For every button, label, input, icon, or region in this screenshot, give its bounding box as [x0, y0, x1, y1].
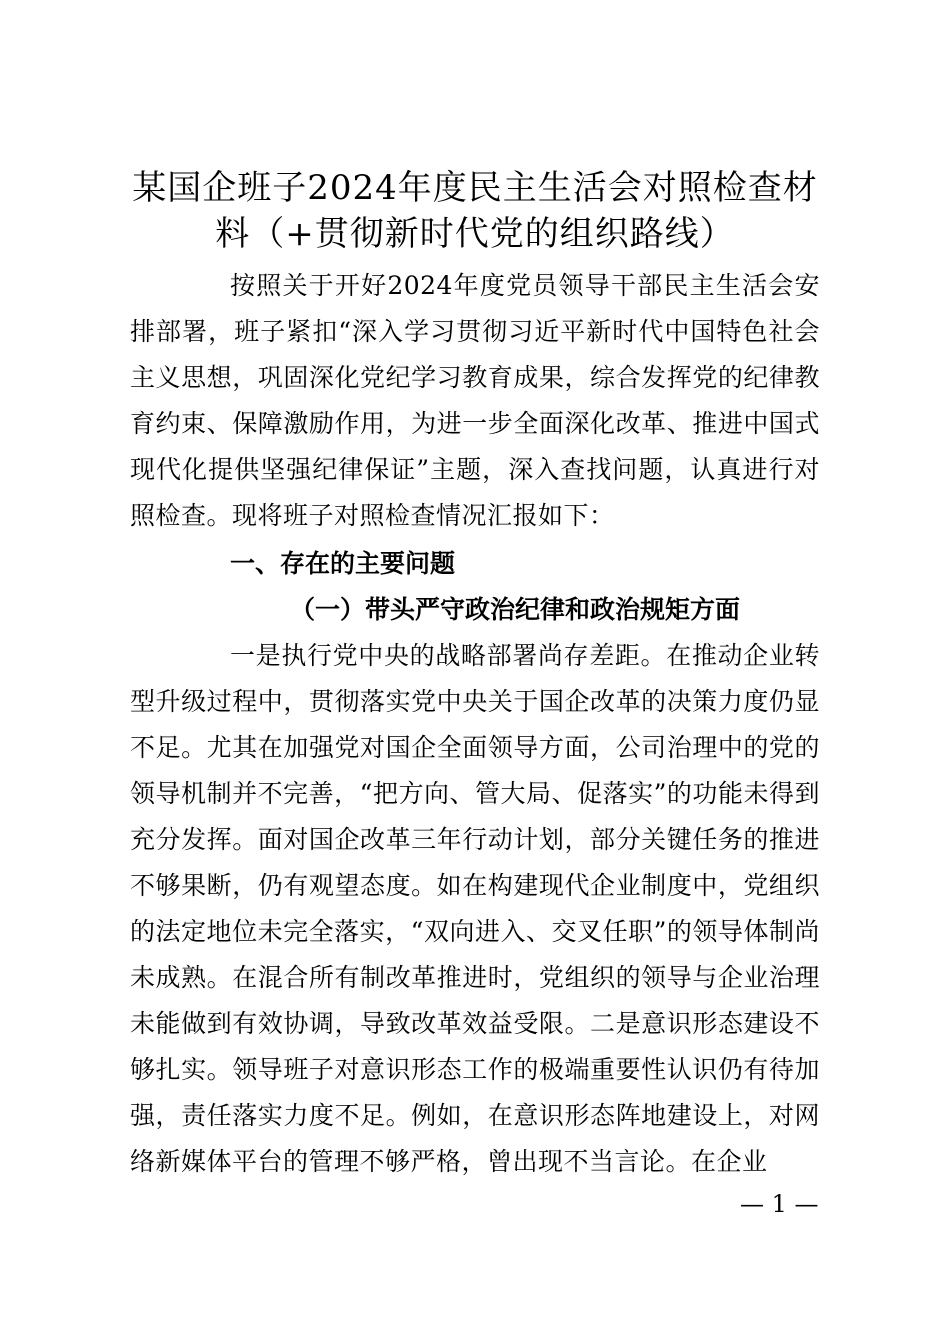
title-line-1: 某国企班子2024年度民主生活会对照检查材 [132, 168, 818, 208]
title-line-2: 料（+贯彻新时代党的组织路线） [215, 214, 735, 254]
body-paragraph: 一是执行党中央的战略部署尚存差距。在推动企业转型升级过程中，贯彻落实党中央关于国企改革的决策力度仍显不足。尤其在加强党对国企全面领导方面，公司治理中的党的领导机制并不完善，“把方向、管大局、促落实”的功能未得到充分发挥。面对国企改革三年行动计划，部分关键任务的推进不够果断，仍有观望态度。如在构建现代企业制度中，党组织的法定地位未完全落实，“双向进入、交叉任职”的领导体制尚未成熟。在混合所有制改革推进时，党组织的领导与企业治理未能做到有效协调，导致改革效益受限。二是意识形态建设不够扎实。领导班子对意识形态工作的极端重要性认识仍有待加强，责任落实力度不足。例如，在意识形态阵地建设上，对网络新媒体平台的管理不够严格，曾出现不当言论。在企业 [130, 641, 820, 1176]
page-number: — 1 — [740, 1190, 819, 1218]
section-heading: 一、存在的主要问题 [230, 549, 456, 578]
document-title [130, 165, 820, 257]
intro-paragraph: 按照关于开好2024年度党员领导干部民主生活会安排部署，班子紧扣“深入学习贯彻习近平新时代中国特色社会主义思想，巩固深化党纪学习教育成果，综合发挥党的纪律教育约束、保障激励作用，为进一步全面深化改革、推进中国式现代化提供坚强纪律保证”主题，深入查找问题，认真进行对照检查。现将班子对照检查情况汇报如下： [130, 271, 820, 530]
sub-heading: （一）带头严守政治纪律和政治规矩方面 [290, 595, 741, 624]
